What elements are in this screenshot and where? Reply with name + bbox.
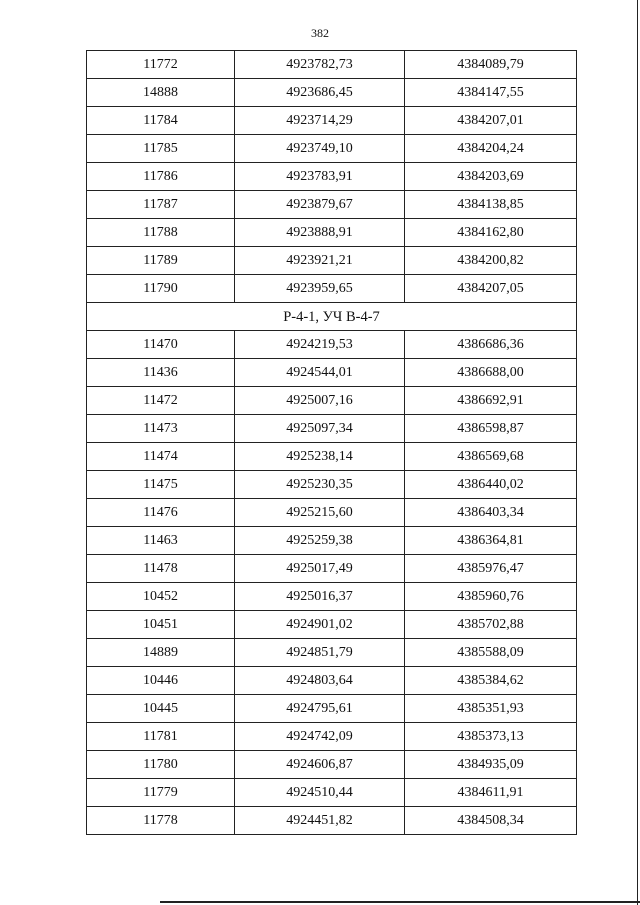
x-coordinate-cell: 4923749,10	[235, 135, 405, 163]
y-coordinate-cell: 4384162,80	[405, 219, 577, 247]
y-coordinate-cell: 4385588,09	[405, 639, 577, 667]
y-coordinate-cell: 4385960,76	[405, 583, 577, 611]
x-coordinate-cell: 4924901,02	[235, 611, 405, 639]
x-coordinate-cell: 4923888,91	[235, 219, 405, 247]
table-row	[87, 807, 577, 835]
y-coordinate-cell: 4384147,55	[405, 79, 577, 107]
x-coordinate-cell: 4923959,65	[235, 275, 405, 303]
table-row	[87, 51, 577, 79]
x-coordinate-cell: 4924451,82	[235, 807, 405, 835]
table-row	[87, 135, 577, 163]
table-row	[87, 527, 577, 555]
table-row	[87, 359, 577, 387]
x-coordinate-cell: 4925017,49	[235, 555, 405, 583]
table-row	[87, 191, 577, 219]
point-number-cell: 11470	[87, 331, 235, 359]
table-row	[87, 415, 577, 443]
table-row	[87, 163, 577, 191]
table-row	[87, 611, 577, 639]
table-row	[87, 79, 577, 107]
x-coordinate-cell: 4924795,61	[235, 695, 405, 723]
point-number-cell: 10452	[87, 583, 235, 611]
x-coordinate-cell: 4923782,73	[235, 51, 405, 79]
table-row	[87, 247, 577, 275]
point-number-cell: 11472	[87, 387, 235, 415]
table-row	[87, 695, 577, 723]
table-row	[87, 219, 577, 247]
table-row	[87, 275, 577, 303]
x-coordinate-cell: 4925259,38	[235, 527, 405, 555]
point-number-cell: 11790	[87, 275, 235, 303]
point-number-cell: 11786	[87, 163, 235, 191]
table-row	[87, 723, 577, 751]
table-row	[87, 779, 577, 807]
y-coordinate-cell: 4386686,36	[405, 331, 577, 359]
x-coordinate-cell: 4924742,09	[235, 723, 405, 751]
x-coordinate-cell: 4923783,91	[235, 163, 405, 191]
coordinates-table-body	[87, 51, 577, 835]
x-coordinate-cell: 4923714,29	[235, 107, 405, 135]
y-coordinate-cell: 4384200,82	[405, 247, 577, 275]
x-coordinate-cell: 4923879,67	[235, 191, 405, 219]
y-coordinate-cell: 4385702,88	[405, 611, 577, 639]
point-number-cell: 11772	[87, 51, 235, 79]
scan-border-right	[637, 0, 638, 905]
point-number-cell: 11789	[87, 247, 235, 275]
table-row	[87, 667, 577, 695]
y-coordinate-cell: 4384089,79	[405, 51, 577, 79]
coordinates-table	[86, 50, 577, 835]
table-row	[87, 471, 577, 499]
y-coordinate-cell: 4385351,93	[405, 695, 577, 723]
y-coordinate-cell: 4384508,34	[405, 807, 577, 835]
x-coordinate-cell: 4924219,53	[235, 331, 405, 359]
x-coordinate-cell: 4924544,01	[235, 359, 405, 387]
section-header-row	[87, 303, 577, 331]
x-coordinate-cell: 4924851,79	[235, 639, 405, 667]
page-number: 382	[311, 26, 329, 40]
point-number-cell: 11780	[87, 751, 235, 779]
y-coordinate-cell: 4384138,85	[405, 191, 577, 219]
y-coordinate-cell: 4385384,62	[405, 667, 577, 695]
point-number-cell: 11781	[87, 723, 235, 751]
table-row	[87, 331, 577, 359]
point-number-cell: 14888	[87, 79, 235, 107]
point-number-cell: 11475	[87, 471, 235, 499]
point-number-cell: 11785	[87, 135, 235, 163]
table-row	[87, 443, 577, 471]
y-coordinate-cell: 4386688,00	[405, 359, 577, 387]
y-coordinate-cell: 4385976,47	[405, 555, 577, 583]
point-number-cell: 11787	[87, 191, 235, 219]
point-number-cell: 11478	[87, 555, 235, 583]
y-coordinate-cell: 4384207,01	[405, 107, 577, 135]
y-coordinate-cell: 4384207,05	[405, 275, 577, 303]
x-coordinate-cell: 4925007,16	[235, 387, 405, 415]
scan-border-bottom	[160, 901, 640, 903]
x-coordinate-cell: 4924606,87	[235, 751, 405, 779]
y-coordinate-cell: 4386440,02	[405, 471, 577, 499]
x-coordinate-cell: 4924510,44	[235, 779, 405, 807]
y-coordinate-cell: 4386692,91	[405, 387, 577, 415]
table-row	[87, 751, 577, 779]
point-number-cell: 14889	[87, 639, 235, 667]
y-coordinate-cell: 4386364,81	[405, 527, 577, 555]
table-row	[87, 499, 577, 527]
table-row	[87, 583, 577, 611]
point-number-cell: 10451	[87, 611, 235, 639]
point-number-cell: 11779	[87, 779, 235, 807]
point-number-cell: 11474	[87, 443, 235, 471]
table-row	[87, 107, 577, 135]
x-coordinate-cell: 4925230,35	[235, 471, 405, 499]
y-coordinate-cell: 4386403,34	[405, 499, 577, 527]
table-row	[87, 555, 577, 583]
y-coordinate-cell: 4386598,87	[405, 415, 577, 443]
point-number-cell: 11784	[87, 107, 235, 135]
point-number-cell: 10445	[87, 695, 235, 723]
point-number-cell: 10446	[87, 667, 235, 695]
x-coordinate-cell: 4925097,34	[235, 415, 405, 443]
y-coordinate-cell: 4384935,09	[405, 751, 577, 779]
x-coordinate-cell: 4925238,14	[235, 443, 405, 471]
x-coordinate-cell: 4925215,60	[235, 499, 405, 527]
x-coordinate-cell: 4925016,37	[235, 583, 405, 611]
section-title: Р-4-1, УЧ В-4-7	[87, 303, 577, 331]
x-coordinate-cell: 4923686,45	[235, 79, 405, 107]
point-number-cell: 11476	[87, 499, 235, 527]
point-number-cell: 11463	[87, 527, 235, 555]
y-coordinate-cell: 4384204,24	[405, 135, 577, 163]
point-number-cell: 11778	[87, 807, 235, 835]
point-number-cell: 11436	[87, 359, 235, 387]
x-coordinate-cell: 4923921,21	[235, 247, 405, 275]
y-coordinate-cell: 4385373,13	[405, 723, 577, 751]
table-row	[87, 387, 577, 415]
y-coordinate-cell: 4384203,69	[405, 163, 577, 191]
y-coordinate-cell: 4386569,68	[405, 443, 577, 471]
y-coordinate-cell: 4384611,91	[405, 779, 577, 807]
table-row	[87, 639, 577, 667]
point-number-cell: 11473	[87, 415, 235, 443]
point-number-cell: 11788	[87, 219, 235, 247]
x-coordinate-cell: 4924803,64	[235, 667, 405, 695]
